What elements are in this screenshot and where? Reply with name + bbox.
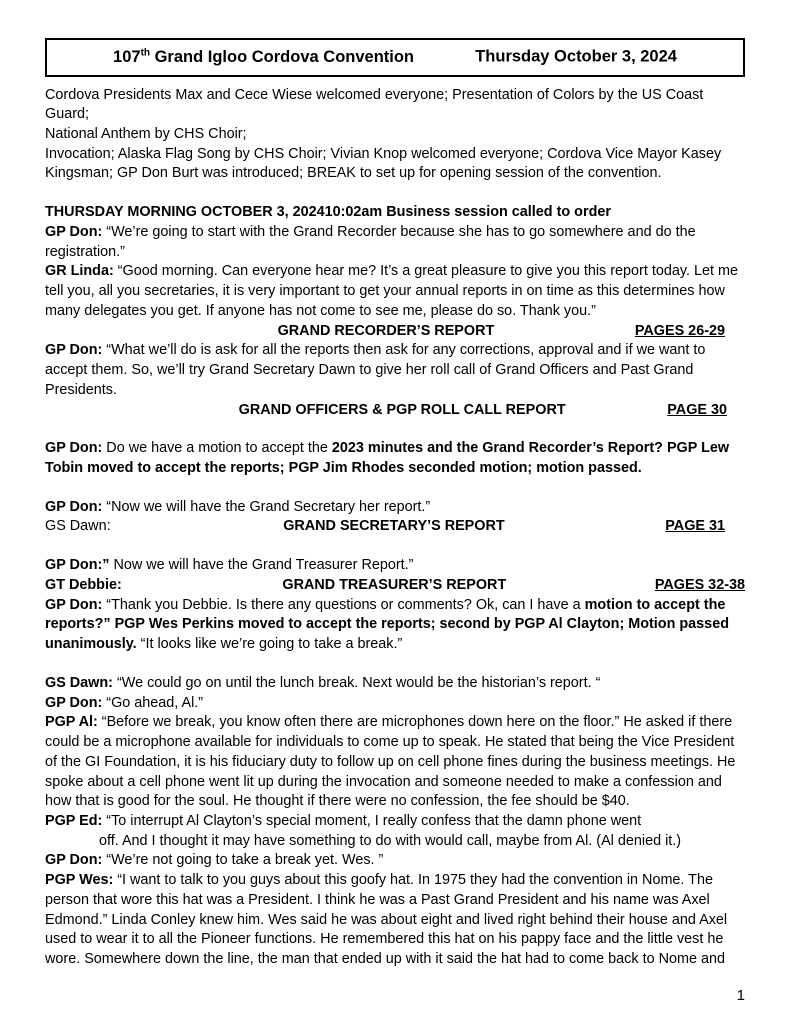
speech-text: “What we’ll do is ask for all the reports then ask for any corrections, approval and if we want to accept them. So, we’ll try Grand Secretary Dawn to give her roll call of Grand Officers and Past Grand Presidents. [45, 342, 706, 398]
paragraph-motion-minutes [45, 439, 745, 478]
spacer [45, 655, 745, 674]
paragraph-gp-don-1 [45, 223, 745, 262]
speaker-label: PGP Wes: [45, 872, 114, 889]
report-pages: PAGES 26-29 [634, 322, 725, 339]
report-title: GRAND RECORDER’S REPORT [277, 322, 495, 339]
intro-line-4: Kingsman; GP Don Burt was introduced; BREAK to set up for opening session of the convention. [45, 165, 662, 182]
paragraph-gp-don-2 [45, 341, 745, 400]
report-line-secretary [45, 517, 745, 537]
speaker-label: GT Debbie: [45, 576, 122, 593]
speaker-label: PGP Ed: [45, 813, 103, 829]
report-line-roll-call [45, 401, 745, 421]
speech-text: “I want to talk to you guys about this goofy hat. In 1975 they had the convention in Nome. The person that wore this hat was a President. I think he was a Past Grand President and his name was Axel Edmond.” Linda Conley knew him. Wes said he was about eight and lived right behind their house and Axel used to wear it to all the Pioneer functions. He remembered this hat on his pappy face and the little vest he wore. Somewhere down the line, the man that ended up with it said the hat had to come back to Nome and [45, 872, 728, 968]
report-title: GRAND OFFICERS & PGP ROLL CALL REPORT [238, 401, 566, 418]
speaker-label: GS Dawn: [45, 518, 111, 535]
speech-text: off. And I thought it may have something to do with would call, maybe from Al. (Al denied it.) [99, 832, 682, 849]
paragraph-gr-linda [45, 262, 745, 321]
speaker-label: GP Don:” [45, 557, 110, 574]
speaker-label: GR Linda: [45, 263, 114, 280]
paragraph-gp-don-5 [45, 596, 745, 655]
paragraph-gp-don-6 [45, 694, 745, 714]
paragraph-pgp-ed-cont [45, 832, 745, 852]
convention-title [113, 48, 414, 66]
paragraph-gp-don-4 [45, 556, 745, 576]
spacer [45, 479, 745, 498]
session-heading-right: 10:02am Business session called to order [324, 204, 611, 221]
speech-text-c: “It looks like we’re going to take a break.” [136, 636, 403, 653]
paragraph-gp-don-7 [45, 851, 745, 871]
page-number: 1 [736, 987, 745, 1004]
session-heading-left: THURSDAY MORNING OCTOBER 3, 2024 [45, 204, 325, 221]
report-pages: PAGE 30 [667, 401, 727, 418]
speaker-label: PGP Al: [45, 714, 98, 731]
spacer [45, 537, 745, 556]
motion-text-plain: Do we have a motion to accept the [102, 440, 332, 457]
speech-text: “We’re going to start with the Grand Recorder because she has to go somewhere and do the registration.” [45, 223, 696, 260]
speech-text: Now we will have the Grand Treasurer Report.” [109, 557, 414, 574]
report-pages: PAGES 32-38 [654, 576, 745, 593]
speaker-label: GP Don: [45, 440, 103, 457]
report-line-recorder [45, 322, 745, 342]
spacer [45, 420, 745, 439]
convention-date: Thursday October 3, 2024 [475, 47, 677, 66]
motion-text-bold: 2023 minutes and the Grand Recorder’s Report? PGP Lew Tobin moved to accept the reports; PGP Jim Rhodes seconded motion; motion passed. [45, 440, 730, 476]
report-line-treasurer [45, 576, 745, 596]
document-body [45, 86, 745, 970]
speech-text: “Go ahead, Al.” [102, 694, 204, 711]
speaker-label: GP Don: [45, 852, 103, 869]
intro-line-2: National Anthem by CHS Choir; [45, 125, 247, 142]
paragraph-pgp-al [45, 713, 745, 812]
speaker-label: GS Dawn: [45, 674, 113, 691]
speech-text: “We could go on until the lunch break. Next would be the historian’s report. “ [112, 674, 601, 691]
report-title: GRAND SECRETARY’S REPORT [283, 518, 505, 535]
paragraph-gs-dawn [45, 674, 745, 694]
convention-name: Grand Igloo Cordova Convention [150, 47, 415, 66]
speaker-label: GP Don: [45, 694, 103, 711]
intro-line-3: Invocation; Alaska Flag Song by CHS Choir; Vivian Knop welcomed everyone; Cordova Vice Mayor Kasey [45, 145, 722, 162]
report-pages: PAGE 31 [665, 518, 725, 535]
speaker-label: GP Don: [45, 342, 103, 359]
document-title-box [45, 38, 745, 77]
speaker-label: GP Don: [45, 596, 103, 613]
convention-number-suffix: th [140, 47, 151, 58]
speaker-label: GP Don: [45, 223, 103, 240]
paragraph-pgp-wes [45, 871, 745, 970]
paragraph-gp-don-3 [45, 498, 745, 518]
speech-text: “We’re not going to take a break yet. Wes. ” [102, 852, 384, 869]
speech-text: “Now we will have the Grand Secretary her report.” [102, 498, 431, 515]
intro-line-1: Cordova Presidents Max and Cece Wiese welcomed everyone; Presentation of Colors by the US Coast Guard; [45, 86, 704, 123]
speaker-label: GP Don: [45, 498, 103, 515]
speech-text: “Before we break, you know often there are microphones down here on the floor.” He asked if there could be a microphone available for individuals to come up to speak. He stated that being the Vice President of the GI Foundation, it is his fiduciary duty to follow up on cell phone fines during the business meetings. He spoke about a cell phone went lit up during the invocation and someone needed to make a confession and how that is good for the soul. He thought if there were no confession, the fee should be $40. [45, 714, 736, 810]
speech-text: “To interrupt Al Clayton’s special moment, I really confess that the damn phone went [102, 813, 642, 829]
convention-number: 107 [113, 47, 141, 66]
speech-text: “Good morning. Can everyone hear me? It’s a great pleasure to give you this report today. Let me tell you, all you secretaries, it is very important to get your annual reports in on time as this determines how many delegates you get. If anyone has not come to see me, please do so. Thank you.” [45, 263, 738, 319]
session-heading [45, 203, 745, 223]
report-title: GRAND TREASURER’S REPORT [282, 576, 507, 593]
speech-text-bold: motion to accept the reports?” PGP Wes Perkins moved to accept the reports; second by PGP Al Clayton; Motion passed unanimously. [45, 596, 729, 653]
paragraph-pgp-ed [45, 812, 745, 832]
spacer [45, 184, 745, 203]
speech-text-a: “Thank you Debbie. Is there any questions or comments? Ok, can I have a [102, 596, 585, 613]
